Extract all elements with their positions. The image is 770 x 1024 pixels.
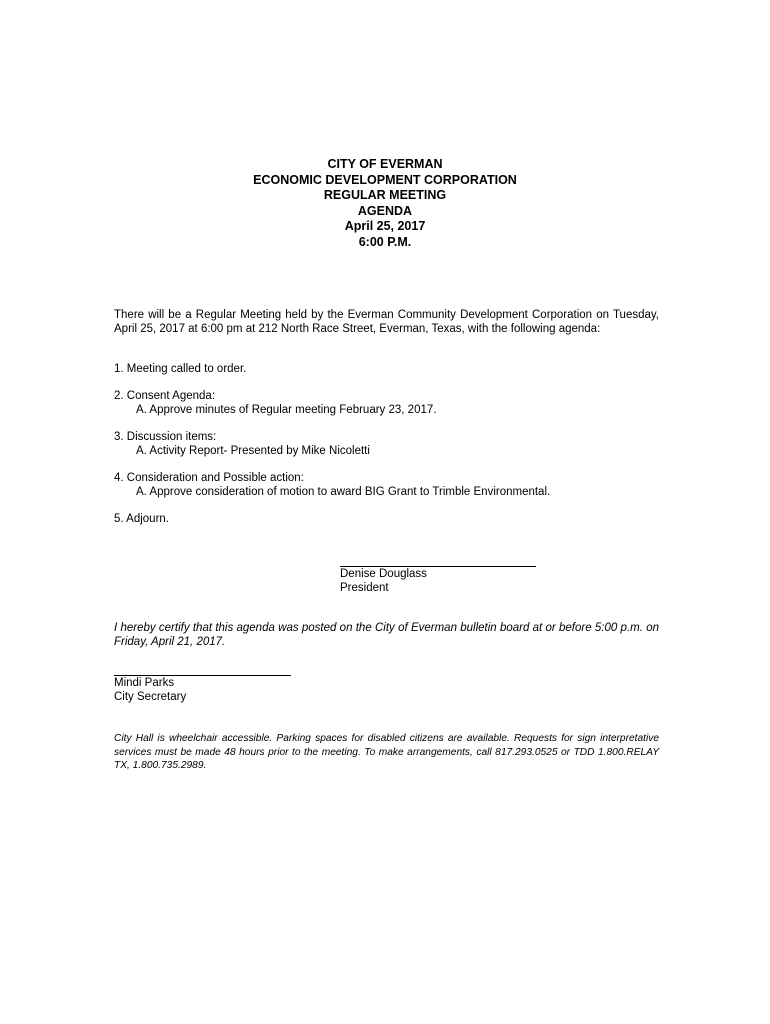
header-meeting-type: REGULAR MEETING [323,188,447,203]
president-title: President [340,582,389,594]
president-name: Denise Douglass [340,568,427,580]
intro-paragraph: There will be a Regular Meeting held by the Everman Community Development Corporation on Tuesday, April 25, 2017 at 6:00 pm at 212 North Race Street, Everman, Texas, with the following agenda: [114,309,659,335]
header-agenda: AGENDA [357,203,413,218]
agenda-item-4a-text: A. Approve consideration of motion to award BIG Grant to Trimble Environmental. [136,486,551,498]
header-city: CITY OF EVERMAN [327,157,443,171]
agenda-item-1 [114,362,659,376]
agenda-item-4-text: 4. Consideration and Possible action: [114,472,304,484]
agenda-item-3 [114,430,659,458]
agenda-item-1-text: 1. Meeting called to order. [114,363,247,375]
agenda-item-3a-text: A. Activity Report- Presented by Mike Nicoletti [136,445,370,457]
header-corporation: ECONOMIC DEVELOPMENT CORPORATION [253,172,517,187]
president-signature-block [340,567,427,595]
document-header [0,157,770,251]
secretary-signature-block [114,676,186,704]
agenda-item-3-text: 3. Discussion items: [114,431,217,443]
agenda-item-5-text: 5. Adjourn. [114,513,169,525]
agenda-item-2a-text: A. Approve minutes of Regular meeting February 23, 2017. [136,404,437,416]
agenda-item-2-text: 2. Consent Agenda: [114,390,216,402]
agenda-item-2 [114,389,659,417]
certification-statement: I hereby certify that this agenda was posted on the City of Everman bulletin board at or before 5:00 p.m. on Friday, April 21, 2017. [114,622,659,648]
agenda-item-5 [114,512,659,526]
header-date: April 25, 2017 [344,219,426,234]
secretary-name: Mindi Parks [114,677,175,689]
secretary-title: City Secretary [114,691,187,703]
accessibility-notice: City Hall is wheelchair accessible. Parking spaces for disabled citizens are available. Requests for sign interpretative services must be made 48 hours prior to the meeting. To make arrangements, call 817.293.0525 or TDD 1.800.RELAY TX, 1.800.735.2989. [114,733,659,771]
agenda-item-4 [114,471,659,499]
header-time: 6:00 P.M. [358,234,412,249]
